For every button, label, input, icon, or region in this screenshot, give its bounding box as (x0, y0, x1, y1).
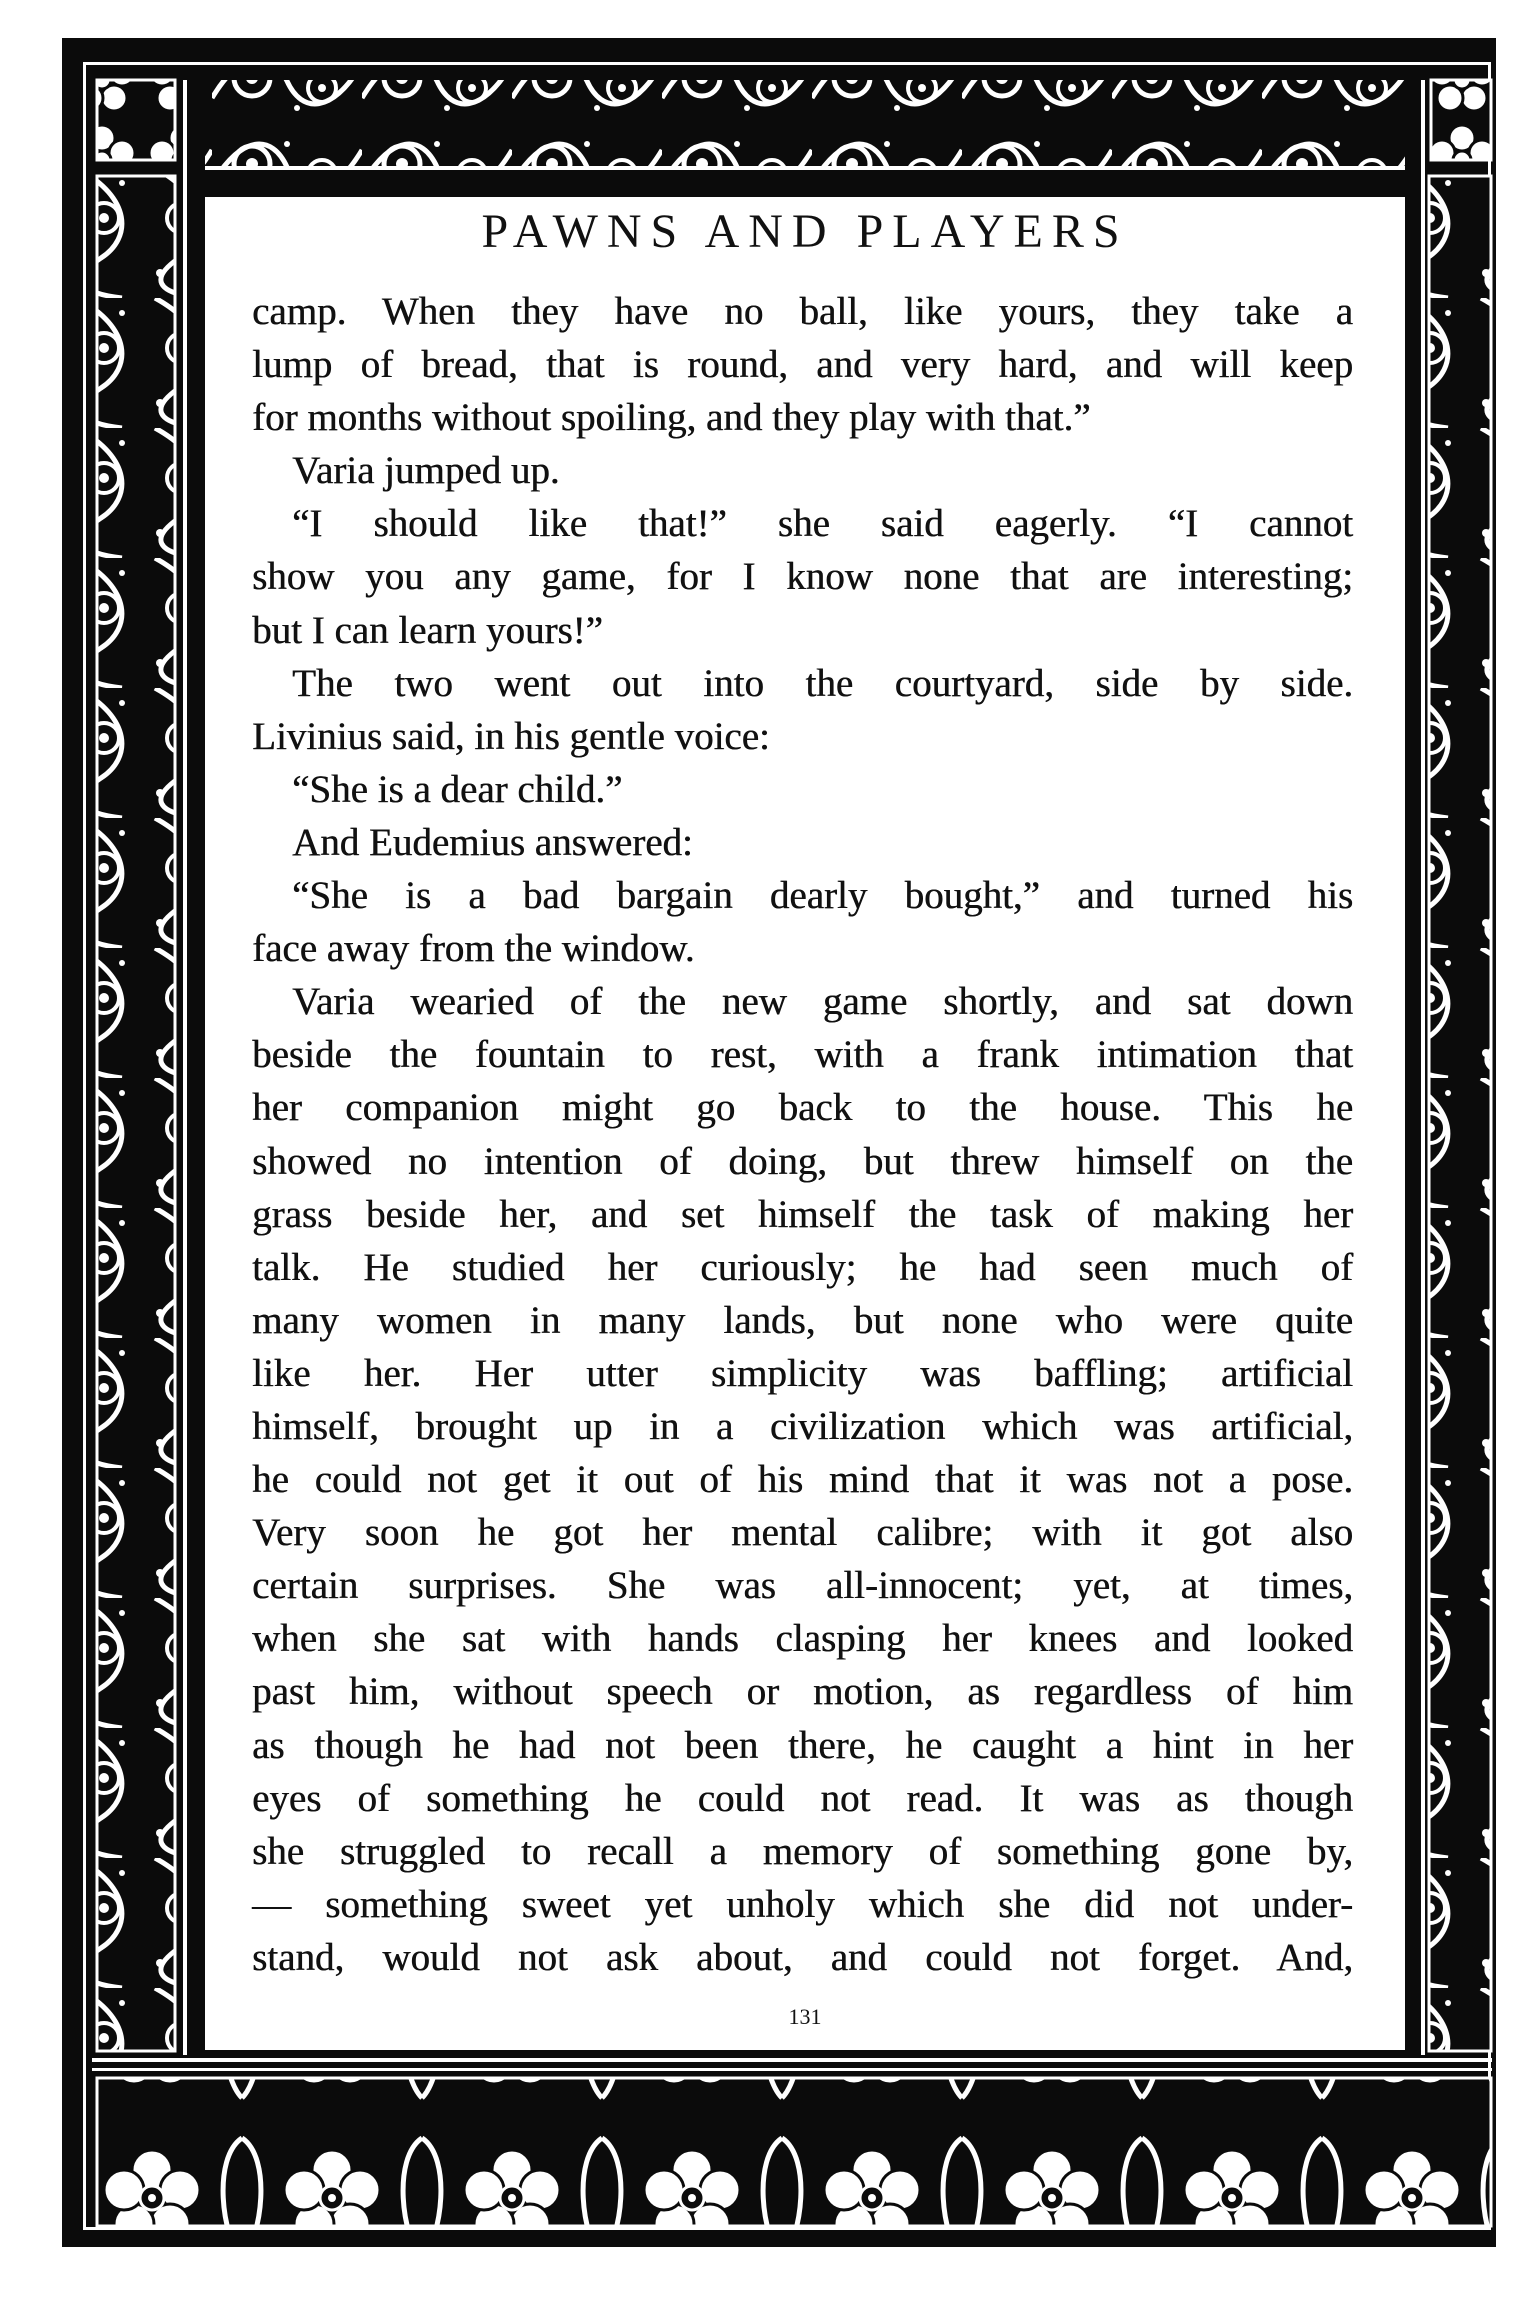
text-line: past him, without speech or motion, as regardless of him (252, 1670, 1353, 1714)
text-line: — something sweet yet unholy which she did not under- (252, 1882, 1353, 1926)
text-line: she struggled to recall a memory of something gone by, (252, 1829, 1353, 1873)
text-line: her companion might go back to the house. This he (252, 1086, 1353, 1130)
text-line: And Eudemius answered: (292, 820, 693, 864)
text-line: as though he had not been there, he caught a hint in her (252, 1723, 1353, 1767)
text-line: like her. Her utter simplicity was baffling; artificial (252, 1351, 1353, 1395)
text-line: “She is a bad bargain dearly bought,” and turned his (292, 874, 1353, 918)
text-line: stand, would not ask about, and could not forget. And, (252, 1935, 1353, 1979)
text-line: certain surprises. She was all-innocent; yet, at times, (252, 1564, 1353, 1608)
body-text (252, 285, 1353, 1984)
text-line: but I can learn yours!” (252, 608, 603, 652)
text-line: beside the fountain to rest, with a frank intimation that (252, 1033, 1353, 1077)
text-line: himself, brought up in a civilization which was artificial, (252, 1404, 1353, 1448)
text-line: The two went out into the courtyard, side by side. (292, 661, 1353, 705)
text-line: eyes of something he could not read. It was as though (252, 1776, 1353, 1820)
text-line: Varia wearied of the new game shortly, and sat down (292, 980, 1353, 1024)
text-line: “She is a dear child.” (292, 767, 623, 811)
text-line: Very soon he got her mental calibre; with it got also (252, 1511, 1353, 1555)
text-line: for months without spoiling, and they play with that.” (252, 396, 1091, 440)
text-line: talk. He studied her curiously; he had seen much of (252, 1245, 1353, 1289)
text-line: lump of bread, that is round, and very hard, and will keep (252, 343, 1353, 387)
text-line: when she sat with hands clasping her knees and looked (252, 1617, 1353, 1661)
text-line: grass beside her, and set himself the task of making her (252, 1192, 1353, 1236)
text-line: show you any game, for I know none that are interesting; (252, 555, 1353, 599)
text-line: Varia jumped up. (292, 449, 560, 493)
text-line: many women in many lands, but none who were quite (252, 1298, 1353, 1342)
page-number: 131 (788, 2004, 822, 2029)
text-line: face away from the window. (252, 927, 695, 971)
text-line: “I should like that!” she said eagerly. “I cannot (292, 502, 1353, 546)
text-line: Livinius said, in his gentle voice: (252, 714, 770, 758)
running-header-title: PAWNS AND PLAYERS (481, 205, 1129, 258)
text-line: showed no intention of doing, but threw himself on the (252, 1139, 1353, 1183)
text-line: he could not get it out of his mind that it was not a pose. (252, 1458, 1353, 1502)
text-line: camp. When they have no ball, like yours, they take a (252, 290, 1353, 333)
